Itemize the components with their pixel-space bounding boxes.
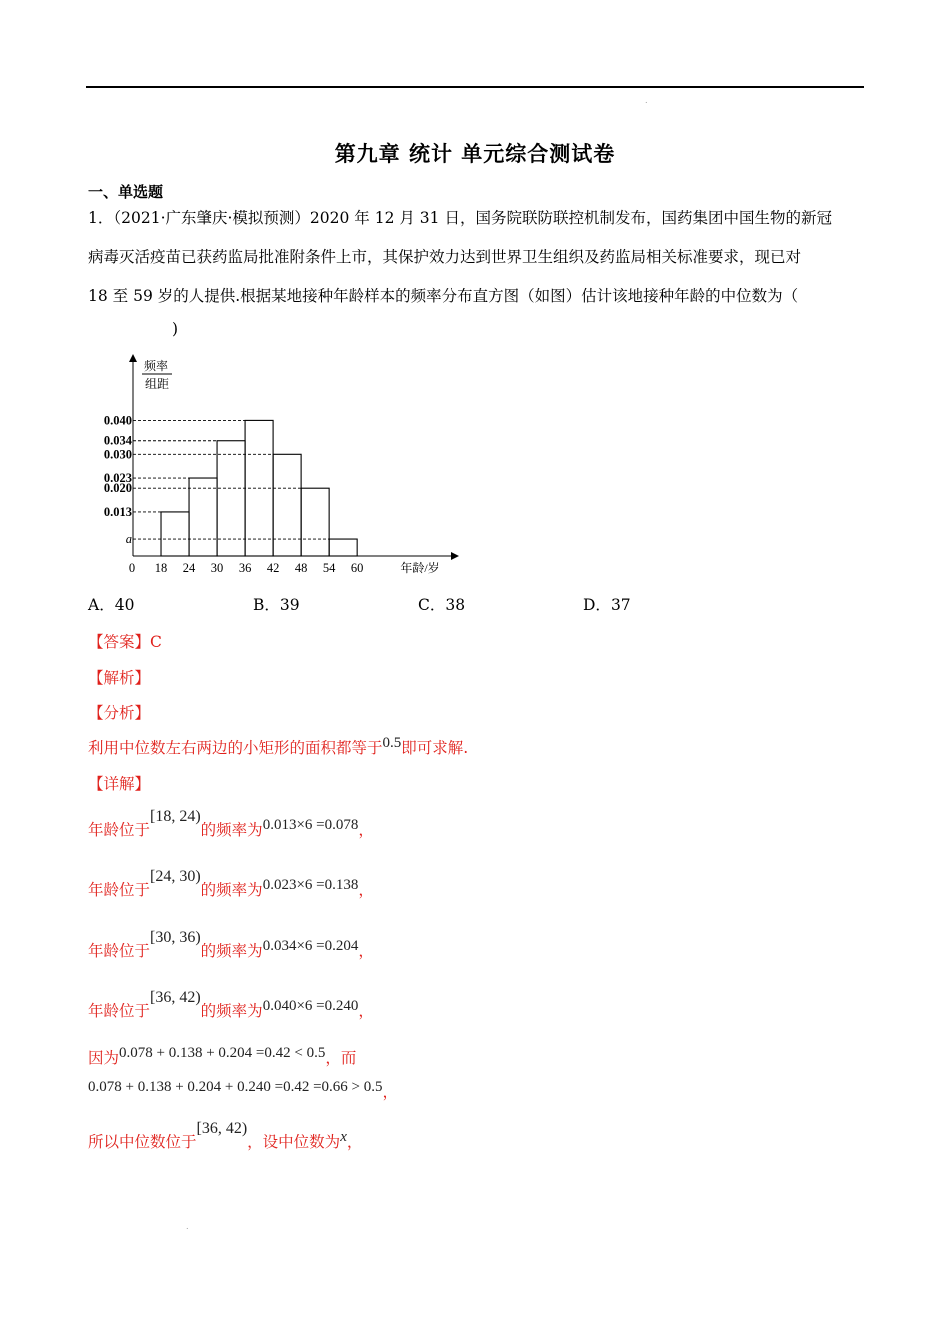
option-d[interactable]: D．37 [583,596,631,614]
median-var: x [340,1129,347,1145]
section-heading: 一、单选题 [88,183,164,201]
bar-48-54 [301,488,329,556]
x-tick-60: 60 [350,561,364,575]
interval-4: [36, 42) [150,989,201,1006]
header-rule [86,86,864,88]
origin-label: 0 [128,561,136,575]
interval-3: [30, 36) [150,929,201,946]
interval-2: [24, 30) [150,868,201,885]
question-line-3: 18 至 59 岁的人提供.根据某地接种年龄样本的频率分布直方图（如图）估计该地接种年龄的中位数为（ [88,287,799,305]
y-tick-0.023: 0.023 [103,471,132,486]
fenxi-math: 0.5 [382,735,402,751]
detail-row-2: 年龄位于[24, 30)的频率为0.023×6 =0.138， [88,868,374,899]
option-c[interactable]: C．38 [418,596,466,614]
question-line-4: ) [172,320,179,338]
question-line-1 [88,206,832,228]
x-tick-42: 42 [266,561,280,575]
x-tick-36: 36 [238,561,252,575]
detail-label: 【详解】 [88,775,151,793]
interval-so: [36, 42) [196,1120,248,1137]
x-tick-18: 18 [154,561,168,575]
answer-label: 【答案】 [88,633,151,651]
analysis-label: 【解析】 [88,669,151,687]
y-axis-label-top: 频率 [143,359,169,373]
x-tick-48: 48 [294,561,308,575]
bar-42-48 [273,454,301,556]
footer-mark: . [186,1222,189,1231]
sum-line: 0.078 + 0.138 + 0.204 + 0.240 =0.42 =0.66 > 0.5， [88,1079,399,1101]
header-mark: . [645,96,648,105]
bar-54-60 [329,539,357,556]
bar-24-30 [189,478,217,556]
page-title: 第九章 统计 单元综合测试卷 [334,142,616,166]
detail-row-1: 年龄位于[18, 24)的频率为0.013×6 =0.078， [88,808,374,839]
detail-row-3: 年龄位于[30, 36)的频率为0.034×6 =0.204， [88,929,374,960]
y-tick-a: a [125,532,132,547]
option-a[interactable]: A．40 [88,596,135,614]
question-line-2: 病毒灭活疫苗已获药监局批准附条件上市，其保护效力达到世界卫生组织及药监局相关标准要求，现已对 [88,248,802,266]
question-number: 1． [88,209,114,227]
histogram-chart [90,352,470,584]
option-b[interactable]: B．39 [253,596,300,614]
x-tick-24: 24 [182,561,196,575]
answer-value: C [150,633,162,651]
fenxi-text: 利用中位数左右两边的小矩形的面积都等于0.5即可求解. [88,735,469,757]
x-axis-label: 年龄/岁 [400,561,440,575]
y-tick-0.040: 0.040 [103,413,132,428]
x-tick-54: 54 [322,561,336,575]
y-tick-0.013: 0.013 [103,504,132,519]
because-line: 因为0.078 + 0.138 + 0.204 =0.42 < 0.5，而 [88,1045,357,1067]
x-tick-30: 30 [210,561,224,575]
answer-line [88,630,162,652]
y-tick-0.034: 0.034 [103,433,132,448]
fenxi-label: 【分析】 [88,704,151,722]
y-tick-0.020: 0.020 [103,481,132,496]
bar-18-24 [161,512,189,556]
y-axis-label-bottom: 组距 [144,377,170,391]
y-tick-0.030: 0.030 [103,447,132,462]
detail-row-4: 年龄位于[36, 42)的频率为0.040×6 =0.240， [88,989,374,1020]
question-text-1: （2021·广东肇庆·模拟预测）2020 年 12 月 31 日，国务院联防联控机制发布，国药集团中国生物的新冠 [113,209,832,227]
so-line: 所以中位数位于[36, 42)，设中位数为x， [88,1120,363,1151]
interval-1: [18, 24) [150,808,201,825]
